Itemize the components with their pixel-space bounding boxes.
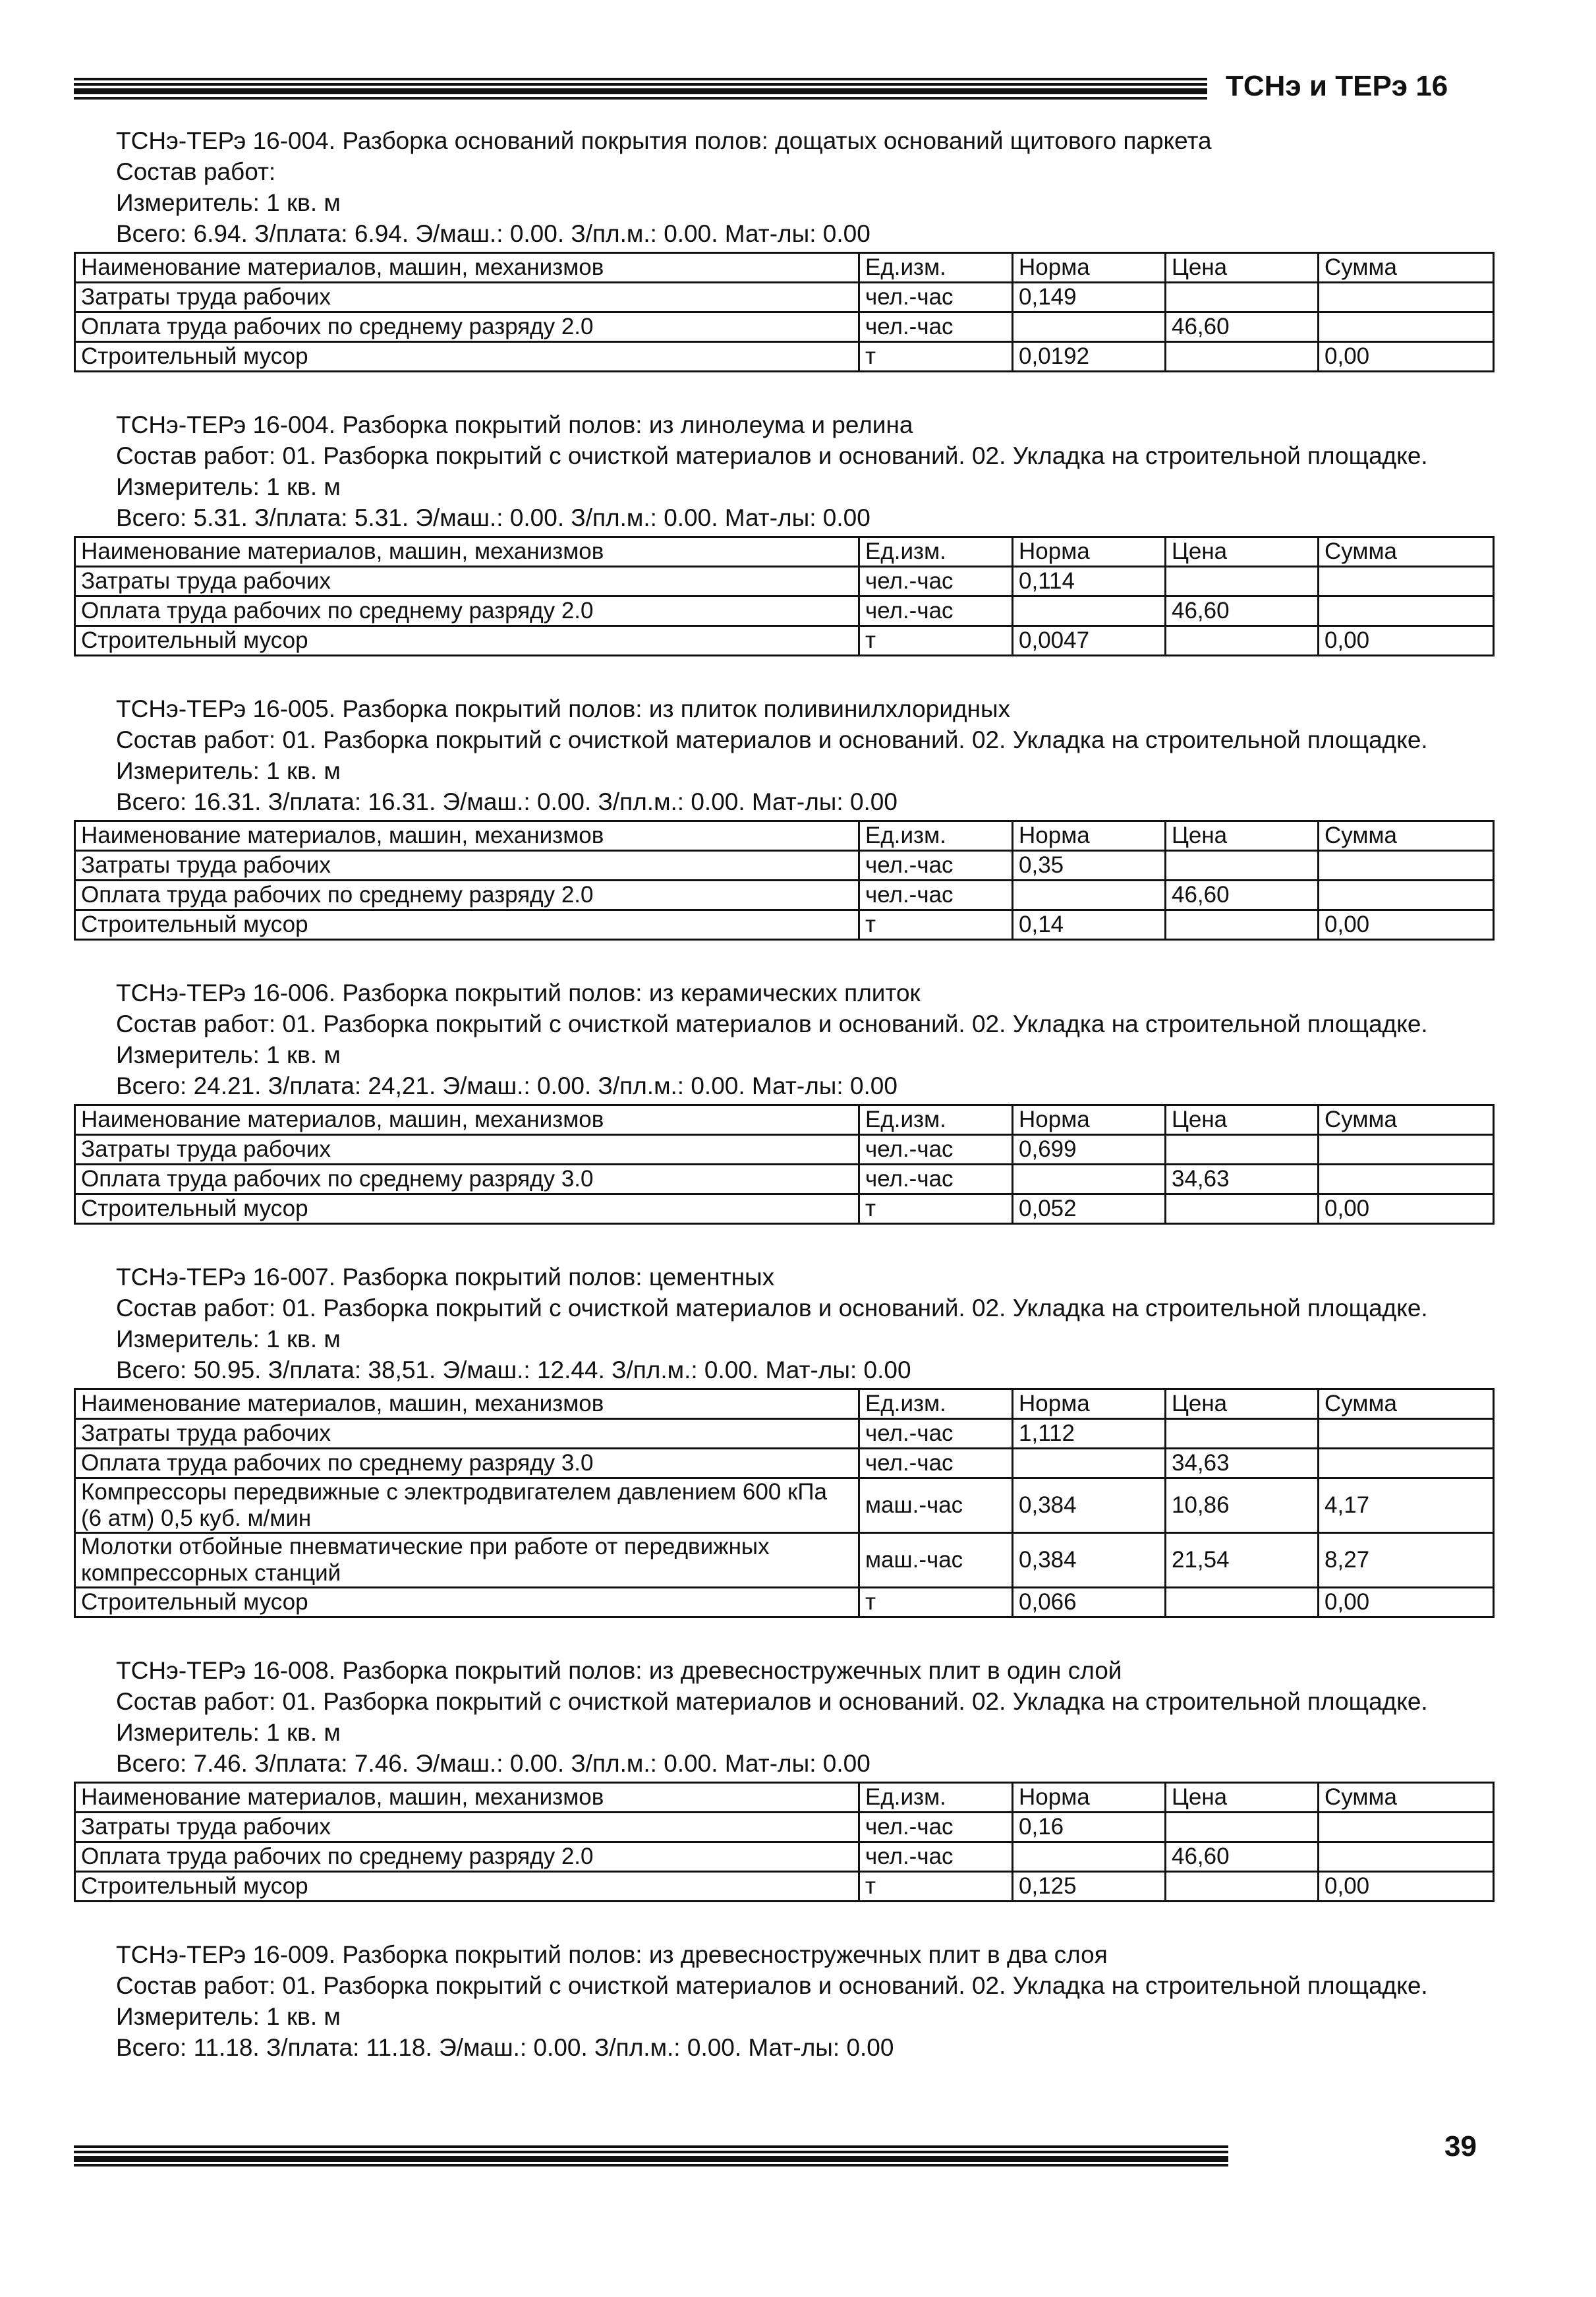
table-cell (1013, 1842, 1166, 1872)
section-meter: Измеритель: 1 кв. м (116, 473, 341, 500)
section-total: Всего: 24.21. З/плата: 24,21. Э/маш.: 0.00. З/пл.м.: 0.00. Мат-лы: 0.00 (116, 1072, 898, 1099)
table-row (75, 596, 1494, 626)
section-meter: Измеритель: 1 кв. м (116, 2003, 341, 2030)
table-row (75, 626, 1494, 656)
table-row (75, 312, 1494, 342)
table-cell: Оплата труда рабочих по среднему разряду 2.0 (75, 881, 859, 910)
document-body (74, 125, 1497, 2100)
table-cell (1319, 312, 1494, 342)
section-total: Всего: 50.95. З/плата: 38,51. Э/маш.: 12.44. З/пл.м.: 0.00. Мат-лы: 0.00 (116, 1356, 911, 1383)
table-cell: Затраты труда рабочих (75, 1419, 859, 1449)
table-cell (1166, 1419, 1319, 1449)
table-cell (1319, 881, 1494, 910)
section-title: ТСНэ-ТЕРэ 16-005. Разборка покрытий полов: из плиток поливинилхлоридных (116, 695, 1011, 722)
table-cell (1013, 1449, 1166, 1478)
section-total: Всего: 16.31. З/плата: 16.31. Э/маш.: 0.00. З/пл.м.: 0.00. Мат-лы: 0.00 (116, 788, 898, 815)
table-cell: т (859, 910, 1013, 940)
table-cell: Оплата труда рабочих по среднему разряду 2.0 (75, 312, 859, 342)
section-composition: Состав работ: 01. Разборка покрытий с очисткой материалов и оснований. 02. Укладка на строительной площадке. (116, 1688, 1428, 1715)
table-cell: т (859, 1194, 1013, 1224)
table-cell (1319, 567, 1494, 596)
table-header-row (75, 1783, 1494, 1813)
column-header: Норма (1013, 821, 1166, 851)
table-cell: 0,16 (1013, 1813, 1166, 1842)
table-row (75, 1872, 1494, 1902)
column-header: Сумма (1319, 1783, 1494, 1813)
section-composition: Состав работ: 01. Разборка покрытий с очисткой материалов и оснований. 02. Укладка на строительной площадке. (116, 726, 1428, 753)
table-cell (1319, 596, 1494, 626)
table-cell: Затраты труда рабочих (75, 1813, 859, 1842)
table-cell (1319, 1449, 1494, 1478)
section-meter: Измеритель: 1 кв. м (116, 757, 341, 784)
resource-table (74, 536, 1495, 656)
table-cell: чел.-час (859, 283, 1013, 312)
table-cell: чел.-час (859, 1165, 1013, 1194)
table-cell: т (859, 1872, 1013, 1902)
column-header: Норма (1013, 253, 1166, 283)
table-cell (1319, 1135, 1494, 1165)
table-cell: 0,384 (1013, 1478, 1166, 1533)
column-header: Цена (1166, 1105, 1319, 1135)
table-cell: Строительный мусор (75, 910, 859, 940)
table-cell (1166, 851, 1319, 881)
section-meter: Измеритель: 1 кв. м (116, 1325, 341, 1352)
section-composition: Состав работ: 01. Разборка покрытий с очисткой материалов и оснований. 02. Укладка на строительной площадке. (116, 1010, 1428, 1037)
column-header: Ед.изм. (859, 1783, 1013, 1813)
table-cell: 34,63 (1166, 1449, 1319, 1478)
table-cell: чел.-час (859, 596, 1013, 626)
table-row (75, 567, 1494, 596)
table-row (75, 283, 1494, 312)
resource-table (74, 1104, 1495, 1225)
resource-table (74, 252, 1495, 372)
section-composition: Состав работ: (116, 158, 276, 185)
table-cell: чел.-час (859, 1842, 1013, 1872)
table-cell (1013, 312, 1166, 342)
table-cell (1166, 1872, 1319, 1902)
table-cell: Оплата труда рабочих по среднему разряду 2.0 (75, 1842, 859, 1872)
rate-section (74, 977, 1497, 1225)
table-row (75, 1449, 1494, 1478)
table-cell (1013, 881, 1166, 910)
table-cell (1319, 1419, 1494, 1449)
section-title: ТСНэ-ТЕРэ 16-004. Разборка покрытий полов: из линолеума и релина (116, 411, 913, 438)
table-cell (1013, 1165, 1166, 1194)
table-row (75, 1194, 1494, 1224)
section-total: Всего: 11.18. З/плата: 11.18. Э/маш.: 0.00. З/пл.м.: 0.00. Мат-лы: 0.00 (116, 2034, 894, 2061)
table-header-row (75, 537, 1494, 567)
page-number: 39 (1444, 2130, 1477, 2163)
column-header: Сумма (1319, 1389, 1494, 1419)
table-cell: 0,00 (1319, 1588, 1494, 1617)
column-header: Сумма (1319, 253, 1494, 283)
table-cell: 0,00 (1319, 626, 1494, 656)
table-cell (1319, 1813, 1494, 1842)
column-header: Сумма (1319, 537, 1494, 567)
section-total: Всего: 5.31. З/плата: 5.31. Э/маш.: 0.00. З/пл.м.: 0.00. Мат-лы: 0.00 (116, 504, 870, 531)
table-cell: чел.-час (859, 881, 1013, 910)
column-header: Сумма (1319, 1105, 1494, 1135)
table-cell: 46,60 (1166, 1842, 1319, 1872)
table-cell: 0,125 (1013, 1872, 1166, 1902)
header-rule (74, 78, 1207, 100)
column-header: Наименование материалов, машин, механизмов (75, 1783, 859, 1813)
resource-table (74, 1782, 1495, 1902)
section-title: ТСНэ-ТЕРэ 16-008. Разборка покрытий полов: из древесностружечных плит в один слой (116, 1657, 1122, 1684)
table-cell: 0,00 (1319, 1194, 1494, 1224)
table-cell: Затраты труда рабочих (75, 283, 859, 312)
rate-section (74, 1655, 1497, 1902)
table-cell (1166, 1588, 1319, 1617)
table-header-row (75, 1105, 1494, 1135)
table-cell: 10,86 (1166, 1478, 1319, 1533)
table-cell: 4,17 (1319, 1478, 1494, 1533)
column-header: Наименование материалов, машин, механизмов (75, 253, 859, 283)
table-cell: Строительный мусор (75, 626, 859, 656)
table-cell: 46,60 (1166, 312, 1319, 342)
table-cell (1319, 1165, 1494, 1194)
column-header: Наименование материалов, машин, механизмов (75, 1105, 859, 1135)
table-cell: Молотки отбойные пневматические при работе от передвижных компрессорных станций (75, 1533, 859, 1588)
table-cell: 1,112 (1013, 1419, 1166, 1449)
table-row (75, 342, 1494, 372)
table-cell: т (859, 1588, 1013, 1617)
section-total: Всего: 6.94. З/плата: 6.94. Э/маш.: 0.00. З/пл.м.: 0.00. Мат-лы: 0.00 (116, 220, 870, 247)
column-header: Норма (1013, 1389, 1166, 1419)
table-row (75, 1135, 1494, 1165)
section-composition: Состав работ: 01. Разборка покрытий с очисткой материалов и оснований. 02. Укладка на строительной площадке. (116, 442, 1428, 469)
column-header: Цена (1166, 1389, 1319, 1419)
table-cell: чел.-час (859, 1419, 1013, 1449)
table-cell: 0,00 (1319, 342, 1494, 372)
table-cell (1166, 567, 1319, 596)
column-header: Цена (1166, 1783, 1319, 1813)
table-header-row (75, 821, 1494, 851)
table-row (75, 1478, 1494, 1533)
running-header-title: ТСНэ и ТЕРэ 16 (1226, 70, 1448, 102)
table-row (75, 1813, 1494, 1842)
rate-section (74, 125, 1497, 372)
table-cell (1166, 910, 1319, 940)
table-cell: 0,699 (1013, 1135, 1166, 1165)
resource-table (74, 820, 1495, 941)
table-row (75, 881, 1494, 910)
table-cell: Затраты труда рабочих (75, 851, 859, 881)
table-cell (1166, 1813, 1319, 1842)
table-cell: чел.-час (859, 1135, 1013, 1165)
section-title: ТСНэ-ТЕРэ 16-007. Разборка покрытий полов: цементных (116, 1264, 775, 1291)
table-cell (1319, 851, 1494, 881)
table-cell: 0,0047 (1013, 626, 1166, 656)
table-header-row (75, 253, 1494, 283)
table-cell: 0,0192 (1013, 342, 1166, 372)
column-header: Сумма (1319, 821, 1494, 851)
table-row (75, 1588, 1494, 1617)
table-header-row (75, 1389, 1494, 1419)
table-cell: маш.-час (859, 1533, 1013, 1588)
rate-section (74, 1939, 1497, 2063)
table-cell: 0,114 (1013, 567, 1166, 596)
column-header: Ед.изм. (859, 1389, 1013, 1419)
table-row (75, 910, 1494, 940)
section-meter: Измеритель: 1 кв. м (116, 1719, 341, 1746)
footer-rule (74, 2145, 1228, 2165)
table-cell (1166, 342, 1319, 372)
table-cell: 0,149 (1013, 283, 1166, 312)
table-cell: маш.-час (859, 1478, 1013, 1533)
rate-section (74, 693, 1497, 941)
section-title: ТСНэ-ТЕРэ 16-004. Разборка оснований покрытия полов: дощатых оснований щитового паркета (116, 127, 1212, 154)
column-header: Ед.изм. (859, 537, 1013, 567)
table-cell: 0,384 (1013, 1533, 1166, 1588)
table-cell: 0,066 (1013, 1588, 1166, 1617)
column-header: Наименование материалов, машин, механизмов (75, 821, 859, 851)
table-cell: Оплата труда рабочих по среднему разряду 3.0 (75, 1165, 859, 1194)
table-cell (1166, 626, 1319, 656)
table-cell: 21,54 (1166, 1533, 1319, 1588)
table-cell: 34,63 (1166, 1165, 1319, 1194)
table-cell: Строительный мусор (75, 1872, 859, 1902)
section-composition: Состав работ: 01. Разборка покрытий с очисткой материалов и оснований. 02. Укладка на строительной площадке. (116, 1972, 1428, 1999)
table-cell: Оплата труда рабочих по среднему разряду 2.0 (75, 596, 859, 626)
section-composition: Состав работ: 01. Разборка покрытий с очисткой материалов и оснований. 02. Укладка на строительной площадке. (116, 1294, 1428, 1322)
table-cell: Затраты труда рабочих (75, 1135, 859, 1165)
table-cell: 8,27 (1319, 1533, 1494, 1588)
table-cell: 0,00 (1319, 910, 1494, 940)
table-cell: чел.-час (859, 1449, 1013, 1478)
section-title: ТСНэ-ТЕРэ 16-009. Разборка покрытий полов: из древесностружечных плит в два слоя (116, 1941, 1108, 1968)
table-cell: 46,60 (1166, 881, 1319, 910)
column-header: Ед.изм. (859, 1105, 1013, 1135)
table-cell (1319, 283, 1494, 312)
column-header: Норма (1013, 1105, 1166, 1135)
resource-table (74, 1388, 1495, 1618)
table-cell: 0,35 (1013, 851, 1166, 881)
table-cell: чел.-час (859, 1813, 1013, 1842)
table-row (75, 1165, 1494, 1194)
column-header: Норма (1013, 1783, 1166, 1813)
column-header: Наименование материалов, машин, механизмов (75, 537, 859, 567)
rate-section (74, 409, 1497, 656)
table-cell (1319, 1842, 1494, 1872)
table-cell: 46,60 (1166, 596, 1319, 626)
table-cell: т (859, 342, 1013, 372)
table-cell: Оплата труда рабочих по среднему разряду 3.0 (75, 1449, 859, 1478)
column-header: Цена (1166, 253, 1319, 283)
table-row (75, 1533, 1494, 1588)
table-cell: чел.-час (859, 567, 1013, 596)
table-cell: т (859, 626, 1013, 656)
table-cell: Строительный мусор (75, 1588, 859, 1617)
table-cell: 0,052 (1013, 1194, 1166, 1224)
table-cell (1013, 596, 1166, 626)
column-header: Наименование материалов, машин, механизмов (75, 1389, 859, 1419)
table-cell (1166, 1194, 1319, 1224)
column-header: Ед.изм. (859, 253, 1013, 283)
table-row (75, 1842, 1494, 1872)
table-cell: 0,14 (1013, 910, 1166, 940)
column-header: Цена (1166, 537, 1319, 567)
table-cell: Компрессоры передвижные с электродвигателем давлением 600 кПа (6 атм) 0,5 куб. м/мин (75, 1478, 859, 1533)
section-meter: Измеритель: 1 кв. м (116, 189, 341, 216)
rate-section (74, 1262, 1497, 1618)
table-cell: Затраты труда рабочих (75, 567, 859, 596)
table-cell: Строительный мусор (75, 1194, 859, 1224)
table-cell: чел.-час (859, 312, 1013, 342)
section-total: Всего: 7.46. З/плата: 7.46. Э/маш.: 0.00. З/пл.м.: 0.00. Мат-лы: 0.00 (116, 1750, 870, 1777)
column-header: Ед.изм. (859, 821, 1013, 851)
column-header: Норма (1013, 537, 1166, 567)
section-title: ТСНэ-ТЕРэ 16-006. Разборка покрытий полов: из керамических плиток (116, 979, 921, 1006)
table-row (75, 1419, 1494, 1449)
table-cell (1166, 283, 1319, 312)
column-header: Цена (1166, 821, 1319, 851)
section-meter: Измеритель: 1 кв. м (116, 1041, 341, 1068)
table-cell (1166, 1135, 1319, 1165)
table-cell: чел.-час (859, 851, 1013, 881)
table-row (75, 851, 1494, 881)
table-cell: Строительный мусор (75, 342, 859, 372)
table-cell: 0,00 (1319, 1872, 1494, 1902)
